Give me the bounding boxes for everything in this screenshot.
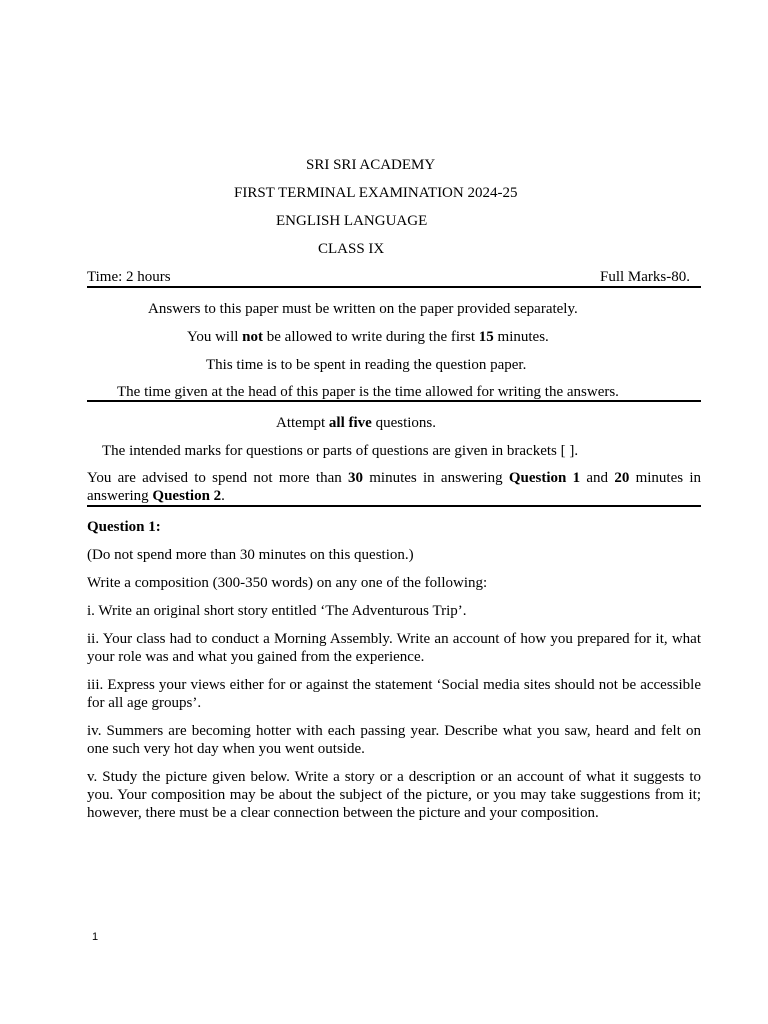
- question-1-option-v: v. Study the picture given below. Write a story or a description or an account of what it suggests to you. Your composition may be about the subject of the picture, or you may take suggestions from it; however, there must be a clear connection between the picture and your composition.: [87, 769, 701, 821]
- question-1-option-iv: iv. Summers are becoming hotter with each passing year. Describe what you saw, heard and felt on one such very hot day when you went outside.: [87, 723, 701, 757]
- full-marks: Full Marks-80.: [600, 269, 690, 285]
- page-number: 1: [92, 931, 99, 943]
- question-1-option-iii: iii. Express your views either for or against the statement ‘Social media sites should not be accessible for all age groups’.: [87, 677, 701, 711]
- instruction-answers: Answers to this paper must be written on the paper provided separately.: [148, 301, 578, 317]
- question-1-option-ii: ii. Your class had to conduct a Morning Assembly. Write an account of how you prepared for it, what your role was and what you gained from the experience.: [87, 631, 701, 665]
- header-divider: [87, 286, 701, 288]
- intended-marks-note: The intended marks for questions or parts of questions are given in brackets [ ].: [102, 443, 579, 459]
- question-1-heading: Question 1:: [87, 519, 161, 535]
- attempt-instruction: Attempt all five questions.: [276, 415, 436, 431]
- school-name: SRI SRI ACADEMY: [306, 157, 436, 173]
- question-1-prompt: Write a composition (300-350 words) on any one of the following:: [87, 575, 488, 591]
- instruction-reading-time: You will not be allowed to write during the first 15 minutes.: [187, 329, 549, 345]
- class-title: CLASS IX: [318, 241, 385, 257]
- time-allowed: Time: 2 hours: [87, 269, 171, 285]
- question-1-option-i: i. Write an original short story entitled ‘The Adventurous Trip’.: [87, 603, 467, 619]
- question-1-note: (Do not spend more than 30 minutes on this question.): [87, 547, 414, 563]
- advice-divider: [87, 505, 701, 507]
- time-advice: You are advised to spend not more than 30 minutes in answering Question 1 and 20 minutes in answering Question 2.: [87, 470, 701, 504]
- exam-title: FIRST TERMINAL EXAMINATION 2024-25: [234, 185, 518, 201]
- instructions-divider: [87, 400, 701, 402]
- instruction-reading: This time is to be spent in reading the question paper.: [206, 357, 527, 373]
- instruction-time-head: The time given at the head of this paper is the time allowed for writing the answers.: [117, 384, 619, 400]
- subject-title: ENGLISH LANGUAGE: [276, 213, 428, 229]
